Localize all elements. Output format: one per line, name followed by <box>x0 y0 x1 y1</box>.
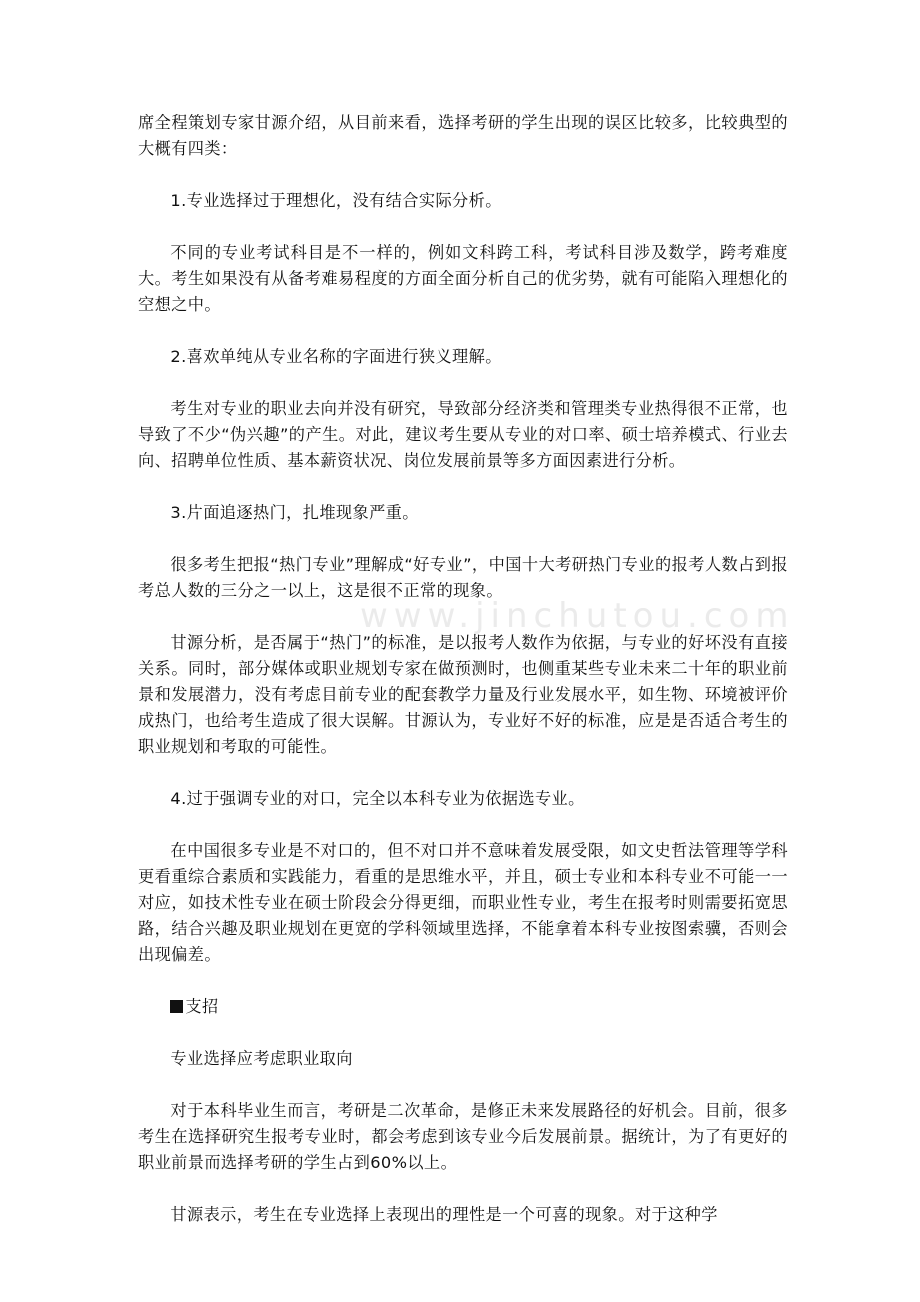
black-square-icon <box>170 1000 183 1013</box>
heading-point-3: 3.片面追逐热门，扎堆现象严重。 <box>170 503 419 522</box>
section-heading-tips <box>138 994 788 1020</box>
subheading-career: 专业选择应考虑职业取向 <box>170 1049 353 1068</box>
heading-point-2: 2.喜欢单纯从专业名称的字面进行狭义理解。 <box>170 347 502 366</box>
paragraph-point-3a: 很多考生把报“热门专业”理解成“好专业”，中国十大考研热门专业的报考人数占到报考总人数的三分之一以上，这是很不正常的现象。 <box>138 555 788 600</box>
paragraph-point-4: 在中国很多专业是不对口的，但不对口并不意味着发展受限，如文史哲法管理等学科更看重综合素质和实践能力，看重的是思维水平，并且，硕士专业和本科专业不可能一一对应，如技术性专业在硕士阶段会分得更细，而职业性专业，考生在报考时则需要拓宽思路，结合兴趣及职业规划在更宽的学科领域里选择，不能拿着本科专业按图索骥，否则会出现偏差。 <box>138 841 788 964</box>
section-heading-tips-label: 支招 <box>185 997 219 1016</box>
paragraph-point-2: 考生对专业的职业去向并没有研究，导致部分经济类和管理类专业热得很不正常，也导致了不少“伪兴趣”的产生。对此，建议考生要从专业的对口率、硕士培养模式、行业去向、招聘单位性质、基本薪资状况、岗位发展前景等多方面因素进行分析。 <box>138 399 788 470</box>
watermark: www.jinchutou.com <box>360 596 795 636</box>
paragraph-career-1: 对于本科毕业生而言，考研是二次革命，是修正未来发展路径的好机会。目前，很多考生在选择研究生报考专业时，都会考虑到该专业今后发展前景。据统计，为了有更好的职业前景而选择考研的学生占到60%以上。 <box>138 1101 788 1172</box>
heading-point-4: 4.过于强调专业的对口，完全以本科专业为依据选专业。 <box>170 789 585 808</box>
paragraph-intro: 席全程策划专家甘源介绍，从目前来看，选择考研的学生出现的误区比较多，比较典型的大概有四类： <box>138 113 788 158</box>
paragraph-career-2: 甘源表示，考生在专业选择上表现出的理性是一个可喜的现象。对于这种学 <box>170 1205 718 1224</box>
paragraph-point-3b: 甘源分析，是否属于“热门”的标准，是以报考人数作为依据，与专业的好坏没有直接关系。同时，部分媒体或职业规划专家在做预测时，也侧重某些专业未来二十年的职业前景和发展潜力，没有考虑目前专业的配套教学力量及行业发展水平，如生物、环境被评价成热门，也给考生造成了很大误解。甘源认为，专业好不好的标准，应是是否适合考生的职业规划和考取的可能性。 <box>138 633 788 756</box>
heading-point-1: 1.专业选择过于理想化，没有结合实际分析。 <box>170 191 502 210</box>
paragraph-point-1: 不同的专业考试科目是不一样的，例如文科跨工科，考试科目涉及数学，跨考难度大。考生如果没有从备考难易程度的方面全面分析自己的优劣势，就有可能陷入理想化的空想之中。 <box>138 243 788 314</box>
document-body <box>138 110 788 1228</box>
